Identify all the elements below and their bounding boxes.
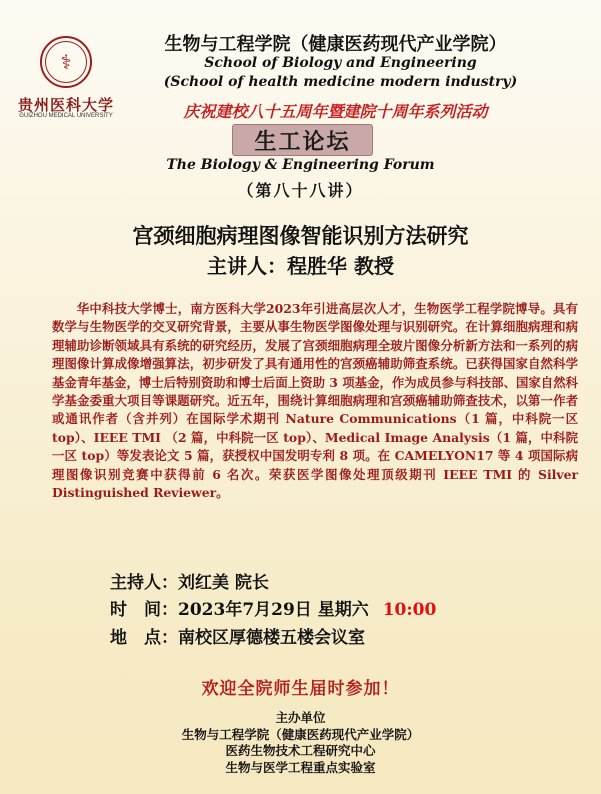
forum-title-box: 生工论坛 bbox=[232, 124, 373, 156]
place-text: 地 点：南校区厚德楼五楼会议室 bbox=[110, 628, 365, 648]
time-line bbox=[110, 595, 436, 620]
host-text: 主持人：刘红美 院长 bbox=[110, 573, 269, 593]
talk-title: 宫颈细胞病理图像智能识别方法研究 bbox=[132, 224, 469, 248]
organizer-item: 医药生物技术工程研究中心 bbox=[225, 743, 376, 758]
university-name-cn: 贵州医科大学 bbox=[17, 96, 114, 114]
organizer-item: 生物与工程学院（健康医药现代产业学院） bbox=[181, 726, 420, 742]
date-text: 时 间：2023年7月29日 星期六 bbox=[110, 600, 369, 620]
organizers-block bbox=[0, 710, 601, 776]
speaker-bio: 华中科技大学博士，南方医科大学2023年引进高层次人才，生物医学工程学院博导。具有数学与生物医学的交叉研究背景，主要从事生物医学图像处理与识别研究。在计算细胞病理和病理辅助诊断领域具有系统的研究经历，发展了宫颈细胞病理全玻片图像分析新方法和一系列的病理图像计算成像增强算法，初步研发了具有通用性的宫颈癌辅助筛查系统。已获得国家自然科学基金青年基金，博士后特别资助和博士后面上资助 3 项基金，作为成员参与科技部、国家自然科学基金委重大项目等课题研究。近五年，围绕计算细胞病理和宫颈癌辅助筛查技术，以第一作者或通讯作者（含并列）在国际学术期刊 Nature Communications（1 篇，中科院一区 top）、IEEE TMI （2 篇，中科院一区 top）、Medical Image Analysis（1 篇，中科院一区 top）等发表论文 5 篇，获授权中国发明专利 8 项。在 CAMELYON17 等 4 项国际病理图像识别竞赛中获得前 6 名次。荣获医学图像处理顶级期刊 IEEE TMI 的 Silver Distinguished Reviewer。 bbox=[52, 301, 578, 501]
school-name-en-sub: (School of health medicine modern industry) bbox=[163, 74, 518, 90]
host-line bbox=[110, 568, 269, 593]
university-name-en: GUIZHOU MEDICAL UNIVERSITY bbox=[19, 113, 113, 119]
welcome-message: 欢迎全院师生届时参加！ bbox=[201, 679, 400, 699]
speaker-line: 主讲人：程胜华 教授 bbox=[207, 254, 394, 278]
school-name-en: School of Biology and Engineering bbox=[204, 55, 477, 71]
organizer-item: 生物与医学工程重点实验室 bbox=[225, 759, 376, 775]
start-time: 10:00 bbox=[382, 600, 437, 620]
lecture-number: （第八十八讲） bbox=[237, 181, 364, 200]
place-line bbox=[110, 623, 365, 648]
caduceus-icon: ⚕ bbox=[60, 50, 72, 74]
celebration-banner: 庆祝建校八十五周年暨建院十周年系列活动 bbox=[183, 102, 488, 121]
organizers-heading: 主办单位 bbox=[275, 710, 326, 725]
school-name-cn: 生物与工程学院（健康医药现代产业学院） bbox=[164, 34, 507, 55]
forum-title-en: The Biology & Engineering Forum bbox=[166, 157, 435, 173]
